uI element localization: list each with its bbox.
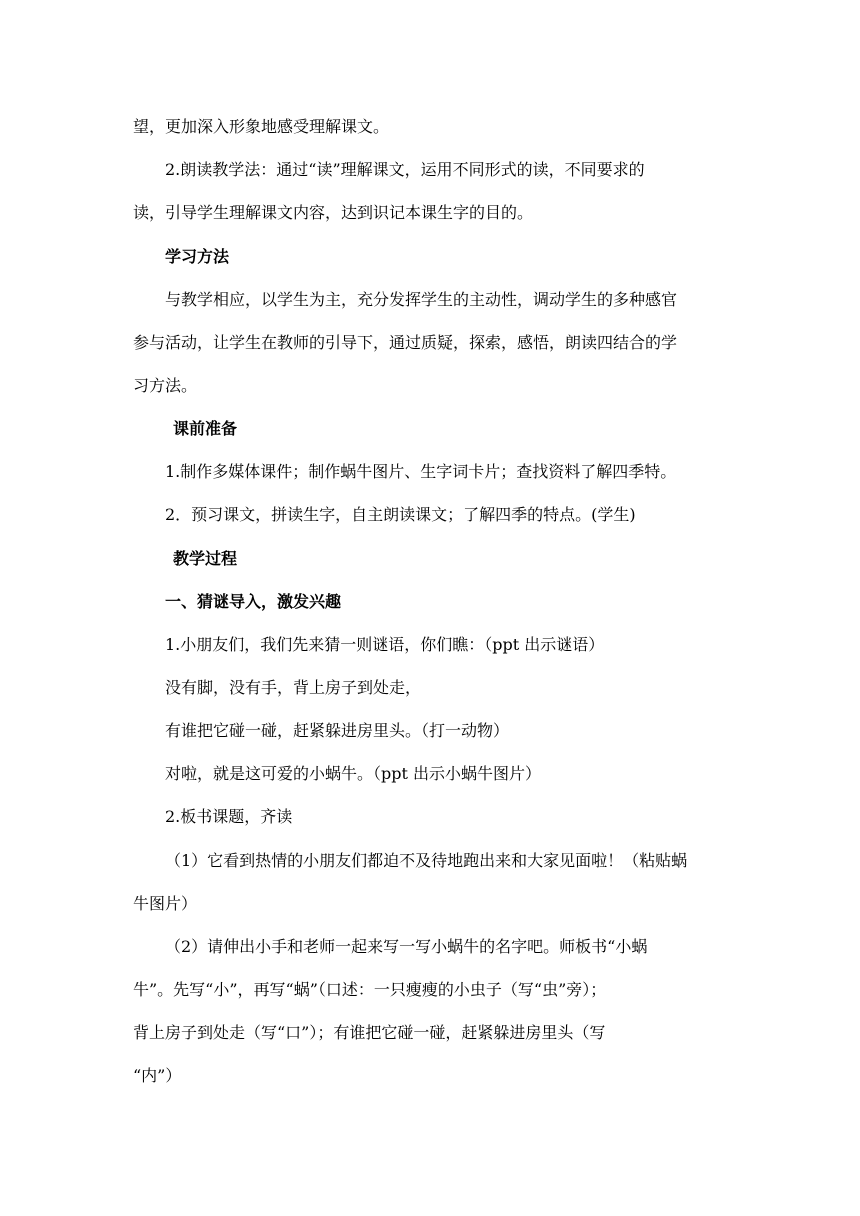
paragraph-line: 2.板书课题，齐读 (165, 807, 293, 826)
paragraph-line: 读，引导学生理解课文内容，达到识记本课生字的目的。 (133, 203, 534, 222)
section-heading: 学习方法 (165, 247, 230, 266)
paragraph-line: 牛”。先写“小”，再写“蜗”（口述：一只瘦瘦的小虫子（写“虫”旁）； (133, 980, 607, 999)
paragraph-line: 1.制作多媒体课件；制作蜗牛图片、生字词卡片；查找资料了解四季特。 (165, 462, 677, 481)
section-heading: 课前准备 (173, 419, 238, 438)
paragraph-line: 背上房子到处走（写“口”）；有谁把它碰一碰，赶紧躲进房里头（写 (133, 1023, 606, 1042)
section-heading: 教学过程 (173, 549, 238, 568)
paragraph-line: 习方法。 (133, 376, 198, 395)
paragraph-line: 2.朗读教学法：通过“读”理解课文，运用不同形式的读，不同要求的 (165, 160, 645, 179)
paragraph-line: 2．预习课文，拼读生字，自主朗读课文；了解四季的特点。(学生) (165, 505, 636, 524)
paragraph-line: 望，更加深入形象地感受理解课文。 (133, 117, 390, 136)
paragraph-line: （2）请伸出小手和老师一起来写一写小蜗牛的名字吧。师板书“小蜗 (165, 937, 648, 956)
section-heading: 一、猜谜导入，激发兴趣 (165, 592, 342, 611)
paragraph-line: 参与活动，让学生在教师的引导下，通过质疑，探索，感悟，朗读四结合的学 (133, 333, 678, 352)
paragraph-line: 有谁把它碰一碰，赶紧躲进房里头。（打一动物） (165, 721, 510, 740)
paragraph-line: 与教学相应，以学生为主，充分发挥学生的主动性，调动学生的多种感官 (165, 290, 678, 309)
paragraph-line: “内”） (133, 1066, 182, 1085)
paragraph-line: 1.小朋友们，我们先来猜一则谜语，你们瞧：（ppt 出示谜语） (165, 635, 605, 654)
paragraph-line: （1）它看到热情的小朋友们都迫不及待地跑出来和大家见面啦！（粘贴蜗 (165, 851, 688, 870)
paragraph-line: 牛图片） (133, 894, 198, 913)
paragraph-line: 没有脚，没有手，背上房子到处走， (165, 678, 422, 697)
paragraph-line: 对啦，就是这可爱的小蜗牛。（ppt 出示小蜗牛图片） (165, 764, 542, 783)
